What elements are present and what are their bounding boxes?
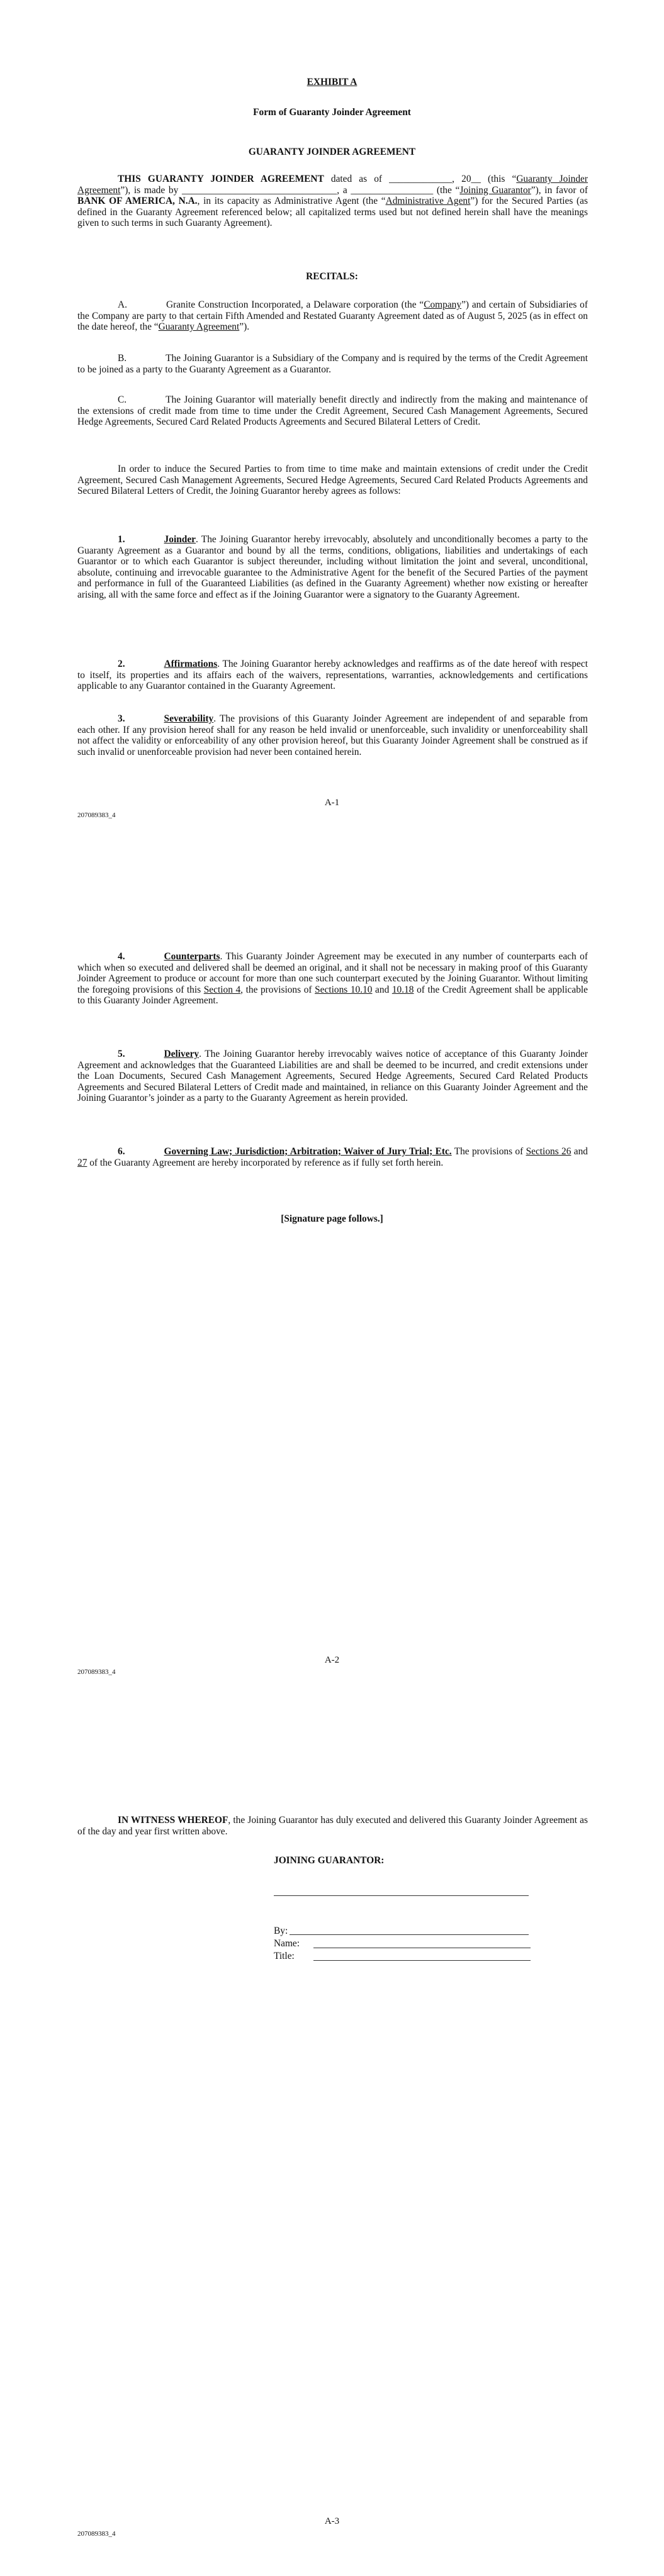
exhibit-heading: EXHIBIT A bbox=[307, 77, 357, 87]
page-number: A-1 bbox=[324, 798, 340, 808]
by-signature-line bbox=[290, 1934, 529, 1935]
name-label: Name: bbox=[274, 1938, 300, 1949]
page-3 bbox=[0, 1717, 664, 2576]
form-title: Form of Guaranty Joinder Agreement bbox=[253, 107, 411, 118]
page-2 bbox=[0, 859, 664, 1717]
company-name-line bbox=[274, 1895, 529, 1896]
document-title: GUARANTY JOINDER AGREEMENT bbox=[248, 147, 416, 157]
title-line bbox=[313, 1960, 531, 1961]
by-label: By: bbox=[274, 1926, 288, 1936]
section-6-governing-law: 6. Governing Law; Jurisdiction; Arbitration; Waiver of Jury Trial; Etc. The provisions of Sections 26 and 27 of the Guaranty Agreement are hereby incorporated by reference as if fully set forth herein. bbox=[77, 1146, 588, 1168]
inducement-paragraph: In order to induce the Secured Parties to from time to time make and maintain extensions of credit under the Credit Agreement, Secured Cash Management Agreements, Secured Hedge Agreements, Secured Card Related Products Agreements and Secured Bilateral Letters of Credit, the Joining Guarantor hereby agrees as follows: bbox=[77, 464, 588, 497]
document-id: 207089383_4 bbox=[77, 811, 116, 819]
section-4-counterparts: 4. Counterparts. This Guaranty Joinder Agreement may be executed in any number of counterparts each of which when so executed and delivered shall be deemed an original, and it shall not be necessary in making proof of this Guaranty Joinder Agreement to produce or account for more than one such counterpart executed by the Joining Guarantor. Without limiting the foregoing provisions of this Section 4, the provisions of Sections 10.10 and 10.18 of the Credit Agreement shall be applicable to this Guaranty Joinder Agreement. bbox=[77, 951, 588, 1006]
page-1 bbox=[0, 0, 664, 859]
section-3-severability: 3. Severability. The provisions of this Guaranty Joinder Agreement are independent of and separable from each other. If any provision hereof shall for any reason be held invalid or unenforceable, such invalidity or unenforceability shall not affect the validity or enforceability of any other provision hereof, but this Guaranty Joinder Agreement shall be construed as if such invalid or unenforceable provision had never been contained herein. bbox=[77, 713, 588, 757]
document-id: 207089383_4 bbox=[77, 1668, 116, 1676]
page-number: A-2 bbox=[324, 1655, 340, 1665]
joining-guarantor-label: JOINING GUARANTOR: bbox=[274, 1855, 385, 1866]
section-5-delivery: 5. Delivery. The Joining Guarantor hereby irrevocably waives notice of acceptance of this Guaranty Joinder Agreement and acknowledges that the Guaranteed Liabilities are and shall be deemed to be incurred, and credit extensions under the Loan Documents, Secured Cash Management Agreements, Secured Hedge Agreements, Secured Card Related Products Agreements and Secured Bilateral Letters of Credit made and maintained, in reliance on this Guaranty Joinder Agreement and the Joining Guarantor’s joinder as a party to the Guaranty Agreement as herein provided. bbox=[77, 1049, 588, 1104]
page-number: A-3 bbox=[324, 2516, 340, 2526]
signature-page-note: [Signature page follows.] bbox=[281, 1213, 383, 1224]
document-id: 207089383_4 bbox=[77, 2530, 116, 2538]
recital-a: A. Granite Construction Incorporated, a Delaware corporation (the “Company”) and certain of Subsidiaries of the Company are party to that certain Fifth Amended and Restated Guaranty Agreement dated as of August 5, 2025 (as in effect on the date hereof, the “Guaranty Agreement”). bbox=[77, 299, 588, 333]
intro-paragraph: THIS GUARANTY JOINDER AGREEMENT dated as of _____________, 20__ (this “Guaranty Joinder Agreement”), is made by ________________________________, a _________________ (the “Joining Guarantor”), in favor of BANK OF AMERICA, N.A., in its capacity as Administrative Agent (the “Administrative Agent”) for the Secured Parties (as defined in the Guaranty Agreement referenced below; all capitalized terms used but not defined herein shall have the meanings given to such terms in such Guaranty Agreement). bbox=[77, 174, 588, 229]
recital-b: B. The Joining Guarantor is a Subsidiary of the Company and is required by the terms of the Credit Agreement to be joined as a party to the Guaranty Agreement as a Guarantor. bbox=[77, 353, 588, 375]
section-2-affirmations: 2. Affirmations. The Joining Guarantor hereby acknowledges and reaffirms as of the date hereof with respect to itself, its properties and its affairs each of the waivers, representations, warranties, acknowledgements and certifications applicable to any Guarantor contained in the Guaranty Agreement. bbox=[77, 659, 588, 692]
witness-paragraph: IN WITNESS WHEREOF, the Joining Guarantor has duly executed and delivered this Guaranty Joinder Agreement as of the day and year first written above. bbox=[77, 1815, 588, 1837]
recital-c: C. The Joining Guarantor will materially benefit directly and indirectly from the making and maintenance of the extensions of credit made from time to time under the Credit Agreement, Secured Cash Management Agreements, Secured Hedge Agreements, Secured Card Related Products Agreements and Secured Bilateral Letters of Credit. bbox=[77, 394, 588, 428]
recitals-heading: RECITALS: bbox=[306, 271, 358, 282]
title-label: Title: bbox=[274, 1951, 295, 1961]
section-1-joinder: 1. Joinder. The Joining Guarantor hereby irrevocably, absolutely and unconditionally becomes a party to the Guaranty Agreement as a Guarantor and bound by all the terms, conditions, obligations, liabilities and undertakings of each Guarantor or to which each Guarantor is subject thereunder, including without limitation the joint and several, unconditional, absolute, continuing and irrevocable guarantee to the Administrative Agent for the benefit of the Secured Parties of the payment and performance in full of the Guaranteed Liabilities (as defined in the Guaranty Agreement) whether now existing or hereafter arising, all with the same force and effect as if the Joining Guarantor were a signatory to the Guaranty Agreement. bbox=[77, 534, 588, 600]
